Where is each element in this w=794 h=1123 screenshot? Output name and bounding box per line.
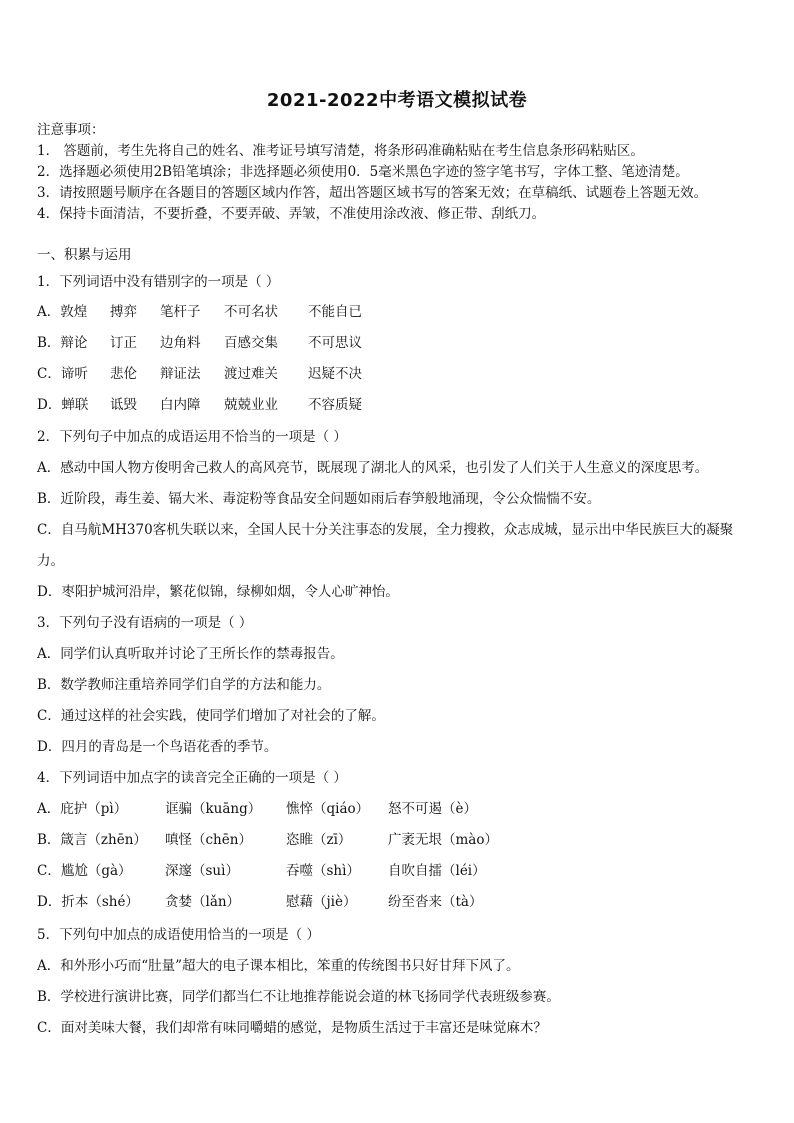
- q2-option-b: B．近阶段，毒生姜、镉大米、毒淀粉等食品安全问题如雨后春笋般地涌现，令公众惴惴不安。: [37, 491, 601, 507]
- q4-row-d-word-1: D．折本（shé）: [37, 894, 139, 910]
- question-5-stem: 5．下列句中加点的成语使用恰当的一项是（ ）: [37, 927, 320, 943]
- q5-option-b: B．学校进行演讲比赛，同学们都当仁不让地推荐能说会道的林飞扬同学代表班级参赛。: [37, 989, 560, 1005]
- q1-row-d-word-1: D．蝉联: [37, 397, 89, 413]
- notice-item-4: 4．保持卡面清洁，不要折叠，不要弄破、弄皱，不准使用涂改液、修正带、刮纸刀。: [37, 206, 546, 222]
- q4-row-c-word-2: 深邃（suì）: [165, 863, 239, 879]
- q1-row-c-word-1: C．谛听: [37, 366, 88, 382]
- q5-option-c: C．面对美味大餐，我们却常有味同嚼蜡的感觉，是物质生活过于丰富还是味觉麻木？: [37, 1020, 547, 1036]
- q1-row-a-word-1: A．敦煌: [37, 304, 88, 320]
- q1-row-b-word-1: B．辩论: [37, 335, 88, 351]
- q4-row-d-word-4: 纷至沓来（tà）: [388, 894, 483, 910]
- q1-row-a-word-2: 搏弈: [110, 304, 137, 320]
- q1-row-d-word-5: 不容质疑: [308, 397, 362, 413]
- q5-option-a: A．和外形小巧而“肚量”超大的电子课本相比，笨重的传统图书只好甘拜下风了。: [37, 958, 520, 974]
- q3-option-b: B．数学教师注重培养同学们自学的方法和能力。: [37, 677, 331, 693]
- q2-option-d: D．枣阳护城河沿岸，繁花似锦，绿柳如烟，令人心旷神怡。: [37, 584, 399, 600]
- q1-row-a-word-5: 不能自已: [308, 304, 362, 320]
- q3-option-d: D．四月的青岛是一个鸟语花香的季节。: [37, 739, 278, 755]
- q4-row-d-word-3: 慰藉（jiè）: [286, 894, 357, 910]
- q1-row-d-word-2: 诋毁: [110, 397, 137, 413]
- q4-row-c-word-1: C．尴尬（gà）: [37, 863, 132, 879]
- notice-item-1: 1． 答题前，考生先将自己的姓名、准考证号填写清楚，将条形码准确粘贴在考生信息条形码粘贴区。: [37, 143, 644, 159]
- q2-option-c-continued: 力。: [37, 553, 64, 569]
- q4-row-a-word-1: A．庇护（pì）: [37, 801, 128, 817]
- question-3-stem: 3．下列句子没有语病的一项是（ ）: [37, 615, 253, 631]
- q4-row-b-word-4: 广袤无垠（mào）: [388, 832, 498, 848]
- q4-row-a-word-3: 憔悴（qiáo）: [286, 801, 370, 817]
- q4-row-b-word-1: B．箴言（zhēn）: [37, 832, 147, 848]
- question-4-stem: 4．下列词语中加点字的读音完全正确的一项是（ ）: [37, 770, 347, 786]
- q4-row-a-word-2: 诓骗（kuāng）: [165, 801, 262, 817]
- q1-row-b-word-4: 百感交集: [224, 335, 278, 351]
- q1-row-b-word-3: 边角料: [160, 335, 201, 351]
- q1-row-c-word-2: 悲伦: [110, 366, 137, 382]
- q4-row-a-word-4: 怒不可遏（è）: [388, 801, 477, 817]
- q1-row-c-word-4: 渡过难关: [224, 366, 278, 382]
- notice-heading: 注意事项：: [37, 122, 105, 138]
- q1-row-a-word-3: 笔杆子: [160, 304, 201, 320]
- q1-row-c-word-3: 辩证法: [160, 366, 201, 382]
- notice-item-3: 3．请按照题号顺序在各题目的答题区域内作答，超出答题区域书写的答案无效；在草稿纸、试题卷上答题无效。: [37, 185, 708, 201]
- q3-option-a: A．同学们认真听取并讨论了王所长作的禁毒报告。: [37, 646, 344, 662]
- q1-row-d-word-3: 白内障: [160, 397, 201, 413]
- q4-row-c-word-3: 吞噬（shì）: [286, 863, 360, 879]
- q4-row-b-word-3: 恣睢（zī）: [286, 832, 352, 848]
- section-heading: 一、积累与运用: [37, 247, 132, 263]
- q2-option-c: C．自马航MH370客机失联以来，全国人民十分关注事态的发展，全力搜救，众志成城，显示出中华民族巨大的凝聚: [37, 522, 734, 538]
- q1-row-c-word-5: 迟疑不决: [308, 366, 362, 382]
- question-1-stem: 1．下列词语中没有错别字的一项是（ ）: [37, 274, 280, 290]
- q4-row-d-word-2: 贪婪（lǎn）: [165, 894, 241, 910]
- page-title: 2021-2022中考语文模拟试卷: [266, 90, 528, 111]
- q4-row-b-word-2: 嗔怪（chēn）: [165, 832, 252, 848]
- q4-row-c-word-4: 自吹自擂（léi）: [388, 863, 486, 879]
- q1-row-a-word-4: 不可名状: [224, 304, 278, 320]
- q1-row-b-word-5: 不可思议: [308, 335, 362, 351]
- q1-row-d-word-4: 兢兢业业: [224, 397, 278, 413]
- question-2-stem: 2．下列句子中加点的成语运用不恰当的一项是（ ）: [37, 429, 347, 445]
- q1-row-b-word-2: 订正: [110, 335, 137, 351]
- notice-item-2: 2．选择题必须使用2B铅笔填涂；非选择题必须使用0．5毫米黑色字迹的签字笔书写，字体工整、笔迹清楚。: [37, 164, 689, 180]
- q3-option-c: C．通过这样的社会实践，使同学们增加了对社会的了解。: [37, 708, 385, 724]
- q2-option-a: A．感动中国人物方俊明舍己救人的高风亮节，既展现了湖北人的风采，也引发了人们关于人生意义的深度思考。: [37, 460, 709, 476]
